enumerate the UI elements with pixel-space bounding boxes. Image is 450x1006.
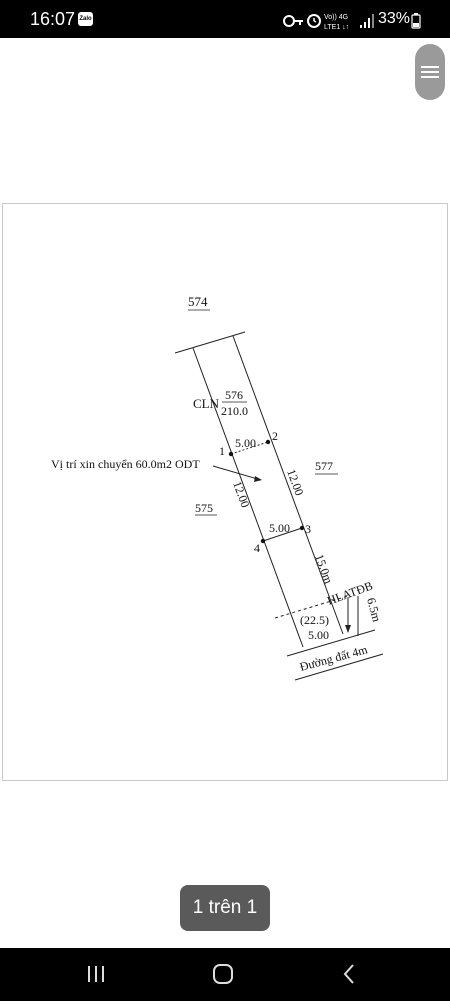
battery-percent: 33% [378, 10, 411, 27]
edge-right-label: 12.00 [284, 467, 307, 498]
zalo-notification-icon: Zalo [78, 12, 93, 26]
parcel-575-label: 575 [195, 501, 213, 515]
request-label: Vị trí xin chuyển 60.0m2 ODT [51, 457, 200, 471]
corridor-label: HLATĐB [325, 578, 375, 608]
land-type-label: CLN [193, 396, 219, 411]
document-page[interactable] [2, 203, 448, 781]
status-icons [270, 0, 450, 38]
network-bottom: LTE1 ↓↑ [324, 24, 350, 31]
signal-icon [360, 14, 374, 28]
point-4-label: 4 [254, 541, 260, 555]
edge-top-label: 5.00 [235, 436, 256, 450]
area-sub-label: (22.5) [300, 613, 329, 627]
setback-length-label: 15.0m [312, 552, 336, 586]
point-2-label: 2 [272, 429, 278, 443]
parcel-577-label: 577 [315, 459, 333, 473]
home-icon[interactable] [214, 965, 232, 983]
navigation-bar [0, 948, 450, 1001]
alarm-icon [308, 15, 320, 27]
back-icon[interactable] [345, 965, 353, 983]
land-plot-drawing [3, 204, 447, 780]
key-icon [284, 16, 303, 26]
hamburger-line [421, 76, 439, 78]
recent-apps-icon[interactable] [88, 966, 104, 982]
edge-bottom-label: 5.00 [269, 521, 290, 535]
road-label: Đường đất 4m [298, 642, 369, 674]
setback-width-label: 6.5m [364, 596, 384, 624]
edge-left-label: 12.00 [230, 479, 253, 510]
parcel-576-label: 576 [225, 388, 243, 402]
point-1-label: 1 [219, 444, 225, 458]
status-time: 16:07 [30, 9, 76, 29]
hamburger-icon [421, 66, 439, 68]
page-indicator: 1 trên 1 [180, 885, 270, 931]
parcel-574-label: 574 [188, 294, 208, 309]
hamburger-line [421, 71, 439, 73]
area-576-label: 210.0 [221, 404, 248, 418]
menu-button[interactable] [415, 44, 445, 100]
battery-icon [412, 13, 420, 28]
network-top: Vo)) 4G [324, 14, 349, 21]
point-3-label: 3 [305, 522, 311, 536]
front-width-label: 5.00 [308, 628, 329, 642]
status-bar [0, 0, 450, 38]
